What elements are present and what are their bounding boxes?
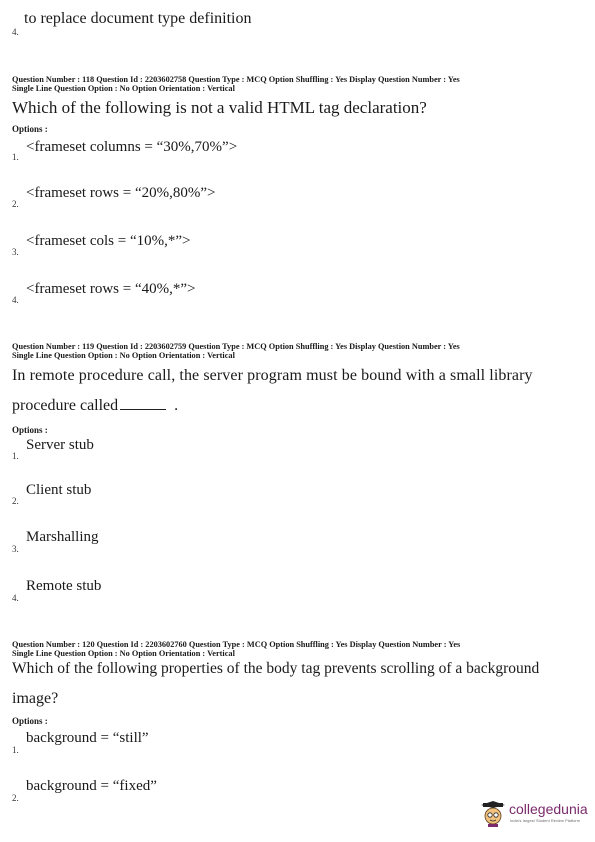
question-meta: Question Number : 120 Question Id : 2203602760 Question Type : MCQ Option Shuffling : Yes Display Question Number : Yes (12, 640, 461, 649)
options-label: Options : (12, 124, 48, 134)
option-number: 3. (12, 544, 19, 554)
fill-in-blank (120, 397, 166, 410)
question-meta: Question Number : 119 Question Id : 2203602759 Question Type : MCQ Option Shuffling : Yes Display Question Number : Yes (12, 342, 460, 351)
option-number: 1. (12, 152, 19, 162)
question-text-line2 (12, 397, 178, 415)
collegedunia-logo (480, 797, 592, 833)
logo-tagline: India's largest Student Review Platform (510, 819, 581, 823)
option-number: 2. (12, 793, 19, 803)
option-number: 4. (12, 295, 19, 305)
question-text-fragment: procedure called (12, 397, 119, 414)
option-text: Marshalling (26, 529, 99, 545)
option-number: 4. (12, 593, 19, 603)
logo-wordmark: collegedunia (509, 801, 588, 817)
question-text: Which of the following is not a valid HTML tag declaration? (12, 98, 427, 117)
option-number: 4. (12, 27, 19, 37)
question-text: Which of the following properties of the body tag prevents scrolling of a background (12, 660, 540, 677)
option-text: <frameset rows = “20%,80%”> (26, 185, 216, 201)
option-text: <frameset cols = “10%,*”> (26, 233, 191, 249)
options-label: Options : (12, 716, 48, 726)
option-text: Remote stub (26, 578, 102, 594)
question-text-end: . (174, 397, 179, 414)
option-number: 3. (12, 247, 19, 257)
question-text-line2: image? (12, 690, 59, 707)
option-text: <frameset rows = “40%,*”> (26, 281, 196, 297)
question-text: In remote procedure call, the server program must be bound with a small library (12, 367, 533, 384)
option-number: 1. (12, 745, 19, 755)
option-text: Server stub (26, 437, 94, 453)
mascot-icon (480, 801, 506, 827)
options-label: Options : (12, 425, 48, 435)
option-text: background = “fixed” (26, 778, 157, 794)
option-text: <frameset columns = “30%,70%”> (26, 139, 238, 155)
question-meta-line2: Single Line Question Option : No Option Orientation : Vertical (12, 351, 235, 360)
option-number: 1. (12, 451, 19, 461)
question-meta: Question Number : 118 Question Id : 2203602758 Question Type : MCQ Option Shuffling : Yes Display Question Number : Yes (12, 75, 460, 84)
question-meta-line2: Single Line Question Option : No Option Orientation : Vertical (12, 84, 235, 93)
option-number: 2. (12, 496, 19, 506)
question-meta-line2: Single Line Question Option : No Option Orientation : Vertical (12, 649, 235, 658)
option-text: background = “still” (26, 730, 149, 746)
option-text: Client stub (26, 482, 92, 498)
option-number: 2. (12, 199, 19, 209)
option-text: to replace document type definition (24, 10, 252, 27)
